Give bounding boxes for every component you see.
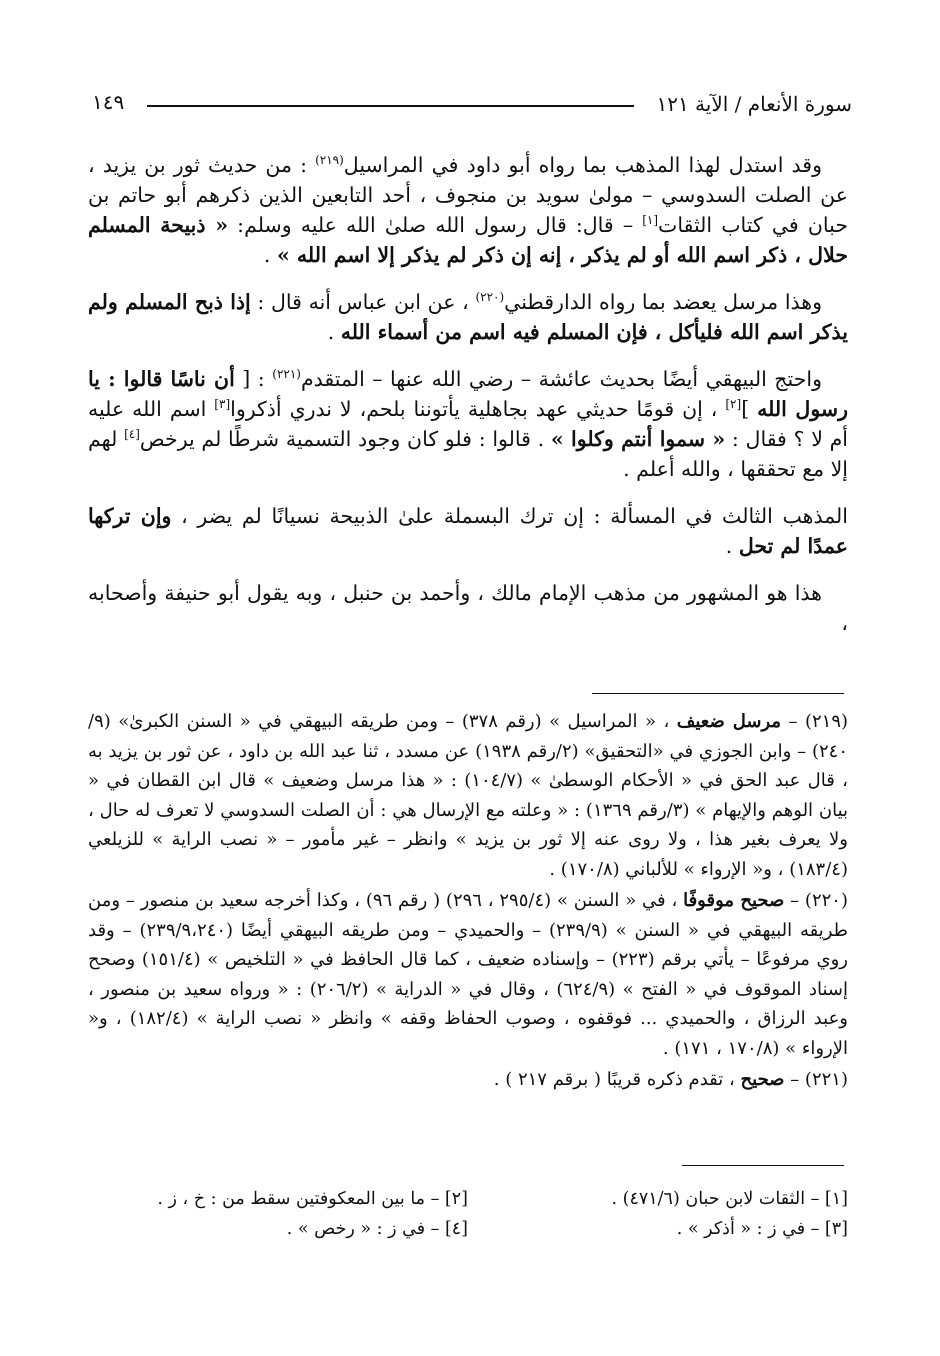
editor-note-ref-3: [٣] bbox=[214, 397, 231, 412]
header-rule bbox=[147, 105, 634, 107]
footnote-ref-220: (٢٢٠) bbox=[475, 290, 505, 305]
footnote-219: (٢١٩) – مرسل ضعيف ، « المراسيل » (رقم ٣٧٨) – ومن طريقه البيهقي في « السنن الكبرىٰ» (٩/ ٢٤٠) – وابن الجوزي في «التحقيق» (٢/رقم ١٩٣٨) عن مسدد ، ثنا عبد الله بن داود ، عن ثور بن يزيد به ، قال عبد الحق في « الأحكام الوسطىٰ » (١٠٤/٧) : « هذا مرسل وضعيف » قال ابن القطان في « بيان الوهم والإيهام » (٣/رقم ١٣٦٩) : « وعلته مع الإرسال هي : أن الصلت السدوسي لا تعرف له حال ، ولا يعرف بغير هذا ، ولا روى عنه إلا ثور بن يزيد » وانظر – غير مأمور – « نصب الراية » للزيلعي (١٨٣/٤) ، و« الإرواء » للألباني (١٧٠/٨) . bbox=[88, 711, 849, 880]
hadith-quote: « سموا أنتم وكلوا » bbox=[550, 427, 726, 451]
paragraph-2: وهذا مرسل يعضد بما رواه الدارقطني$^{(٢٢٠)}$ ، عن ابن عباس أنه قال : إذا ذبح المسلم ولم يذكر اسم الله فليأكل ، فإن المسلم فيه اسم من أسماء الله . bbox=[88, 290, 848, 344]
page-number: ١٤٩ bbox=[92, 90, 125, 114]
editor-note-2: [٢] – ما بين المعكوفتين سقط من : خ ، ز . bbox=[157, 1189, 468, 1209]
editor-notes-row bbox=[88, 1214, 848, 1244]
editor-notes-separator bbox=[682, 1165, 844, 1166]
editor-notes-row bbox=[88, 1184, 848, 1214]
surah-verse-title: سورة الأنعام / الآية ١٢١ bbox=[656, 92, 852, 116]
editor-note-ref-4: [٤] bbox=[124, 427, 140, 442]
footnote-separator bbox=[592, 693, 844, 694]
editor-note-ref-1: [١] bbox=[642, 213, 659, 228]
paragraph-1: وقد استدل لهذا المذهب بما رواه أبو داود في المراسيل$^{(٢١٩)}$ : من حديث ثور بن يزيد ، عن الصلت السدوسي – مولىٰ سويد بن منجوف ، أحد التابعين الذين ذكرهم أبو حاتم بن حبان في كتاب الثقات[١] – قال: قال رسول الله صلىٰ الله عليه وسلم: « ذبيحة المسلم حلال ، ذكر اسم الله أو لم يذكر ، إنه إن ذكر لم يذكر إلا اسم الله » . bbox=[88, 153, 848, 267]
paragraph-4: المذهب الثالث في المسألة : إن ترك البسملة علىٰ الذبيحة نسيانًا لم يضر ، وإن تركها عمدًا لم تحل . bbox=[88, 504, 848, 558]
hadith-quote: « ذبيحة المسلم حلال ، ذكر اسم الله أو لم يذكر ، إنه إن ذكر لم يذكر إلا اسم الله » bbox=[88, 213, 848, 267]
editor-note-1: [١] – الثقات لابن حبان (٤٧١/٦) . bbox=[611, 1189, 848, 1209]
footnote-ref-219: (٢١٩) bbox=[315, 153, 344, 168]
editor-note-ref-2: [٢] bbox=[725, 397, 742, 412]
main-text bbox=[88, 150, 848, 655]
editor-note-3: [٣] – في ز : « أذكر » . bbox=[676, 1219, 848, 1239]
footnote-221: (٢٢١) – صحيح ، تقدم ذكره قريبًا ( برقم ٢١٧ ) . bbox=[493, 1069, 848, 1090]
footnote-ref-221: (٢٢١) bbox=[272, 367, 301, 382]
editor-note-4: [٤] – في ز : « رخص » . bbox=[286, 1219, 468, 1239]
footnotes bbox=[88, 707, 848, 1097]
paragraph-5: هذا هو المشهور من مذهب الإمام مالك ، وأحمد بن حنبل ، وبه يقول أبو حنيفة وأصحابه ، bbox=[88, 581, 848, 635]
editor-notes bbox=[88, 1184, 848, 1244]
running-header bbox=[92, 84, 852, 124]
paragraph-3: واحتج البيهقي أيضًا بحديث عائشة – رضي الله عنها – المتقدم$^{(٢٢١)}$ : [ أن ناسًا قالوا : يا رسول الله ][٢] ، إن قومًا حديثي عهد بجاهلية يأتوننا بلحم، لا ندري أذكروا[٣] اسم الله عليه أم لا ؟ فقال : « سموا أنتم وكلوا » . قالوا : فلو كان وجود التسمية شرطًا لم يرخص[٤] لهم إلا مع تحققها ، والله أعلم . bbox=[88, 367, 848, 481]
athar-quote: إذا ذبح المسلم ولم يذكر اسم الله فليأكل ، فإن المسلم فيه اسم من أسماء الله bbox=[88, 290, 848, 344]
footnote-220: (٢٢٠) – صحيح موقوفًا ، في « السنن » (٢٩٥/٤ ، ٢٩٦) ( رقم ٩٦) ، وكذا أخرجه سعيد بن منصور – ومن طريقه البيهقي في « السنن » (٢٣٩/٩) – والحميدي – ومن طريقه البيهقي أيضًا (٢٣٩/٩،٢٤٠) – وقد روي مرفوعًا – يأتي برقم (٢٢٣) – وإسناده ضعيف ، كما قال الحافظ في « التلخيص » (١٥١/٤) وصحح إسناد الموقوف في « الفتح » (٦٢٤/٩) ، وقال في « الدراية » (٢٠٦/٢) : « ورواه سعيد بن منصور ، وعبد الرزاق ، والحميدي ... فوقفوه ، وصوب الحفاظ وقفه » وانظر « نصب الراية » (١٨٢/٤) ، و« الإرواء » (١٧٠/٨ ، ١٧١) . bbox=[88, 890, 848, 1059]
